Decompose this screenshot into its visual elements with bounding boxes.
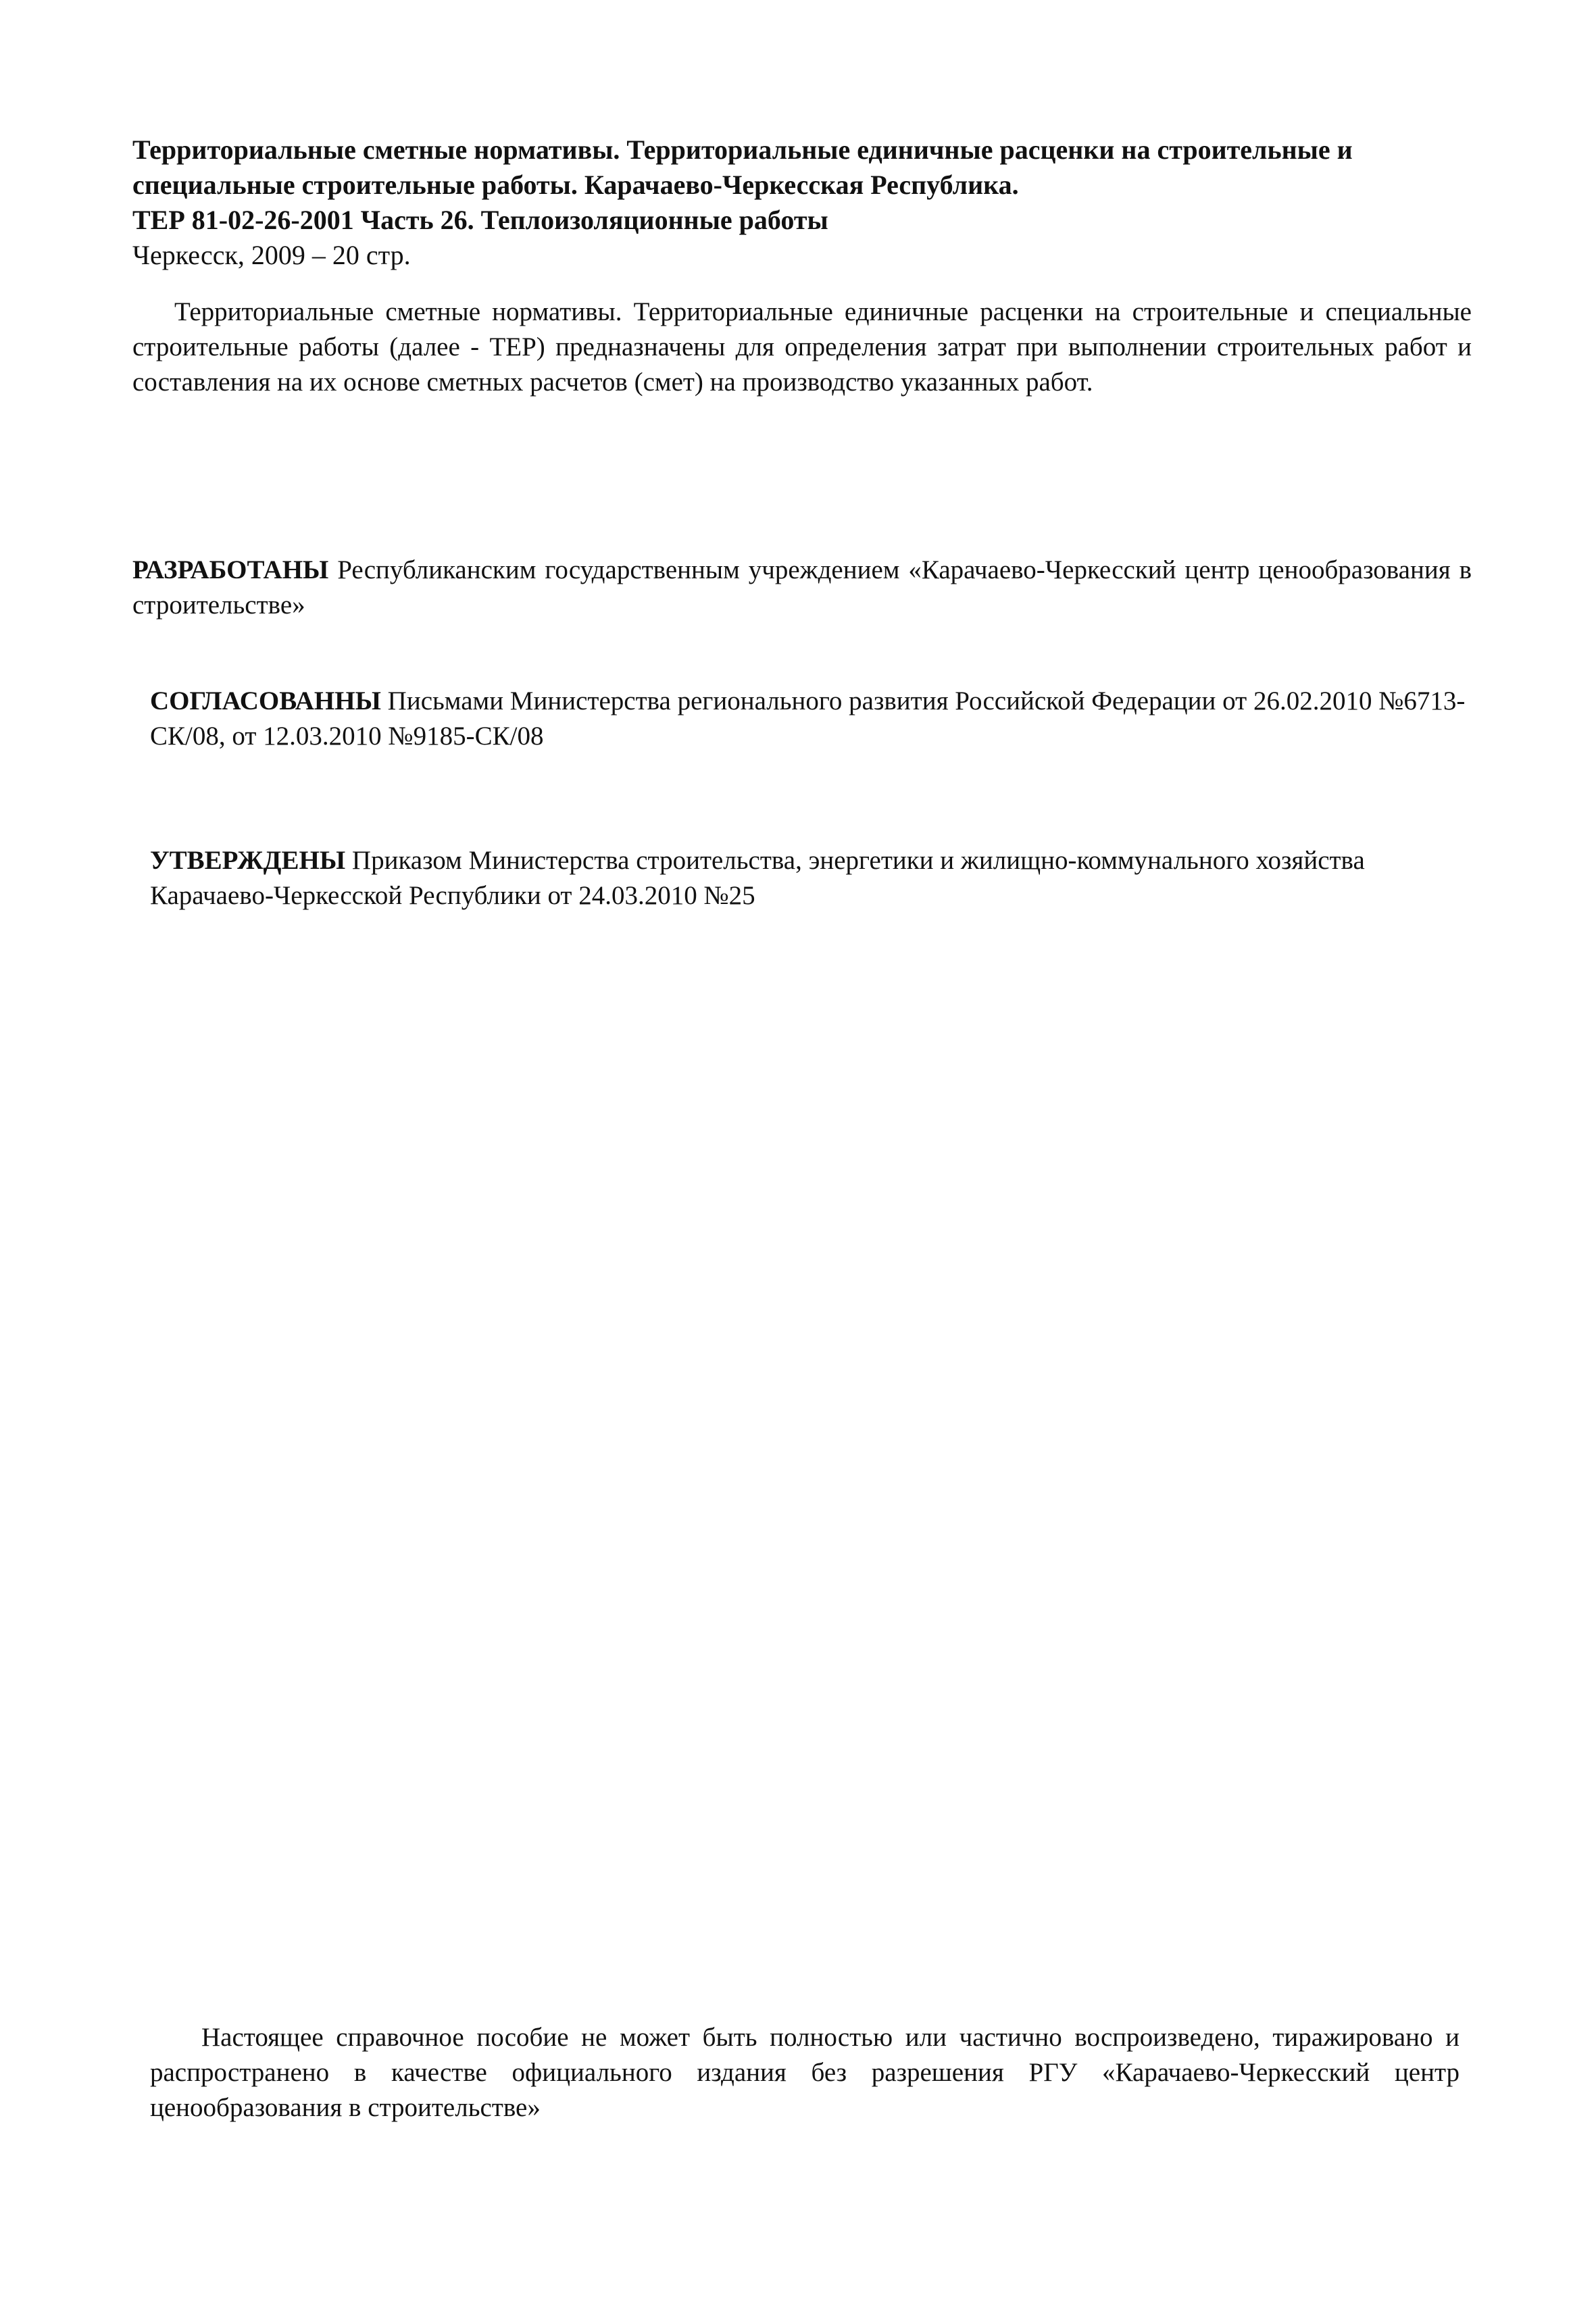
copyright-notice: Настоящее справочное пособие не может быть полностью или частично воспроизведено, тиражировано и распространено в качестве официального издания без разрешения РГУ «Карачаево-Черкесский центр ценообразования в строительстве» (150, 2023, 1460, 2122)
agreed-text: Письмами Министерства регионального развития Российской Федерации от 26.02.2010 №6713-СК/08, от 12.03.2010 №9185-СК/08 (150, 686, 1466, 751)
document-header (132, 132, 1470, 273)
developed-label: РАЗРАБОТАНЫ (132, 555, 329, 584)
document-title-line-1: Территориальные сметные нормативы. Территориальные единичные расценки на строительные и (132, 134, 1353, 165)
document-imprint: Черкесск, 2009 – 20 стр. (132, 240, 411, 270)
document-code-line: ТЕР 81-02-26-2001 Часть 26. Теплоизоляционные работы (132, 205, 828, 235)
document-title-line-2: специальные строительные работы. Карачаево-Черкесская Республика. (132, 170, 1019, 200)
intro-paragraph: Территориальные сметные нормативы. Территориальные единичные расценки на строительные и специальные строительные работы (далее - ТЕР) предназначены для определения затрат при выполнении строительных работ и составления на их основе сметных расчетов (смет) на производство указанных работ. (132, 297, 1472, 397)
approved-label: УТВЕРЖДЕНЫ (150, 846, 346, 875)
agreed-label: СОГЛАСОВАННЫ (150, 686, 381, 715)
developed-text: Республиканским государственным учреждением «Карачаево-Черкесский центр ценообразования в строительстве» (132, 555, 1472, 620)
approved-paragraph (150, 843, 1474, 913)
developed-paragraph (132, 553, 1472, 623)
approved-text: Приказом Министерства строительства, энергетики и жилищно-коммунального хозяйства Карачаево-Черкесской Республики от 24.03.2010 №25 (150, 846, 1365, 910)
agreed-paragraph (150, 684, 1474, 754)
